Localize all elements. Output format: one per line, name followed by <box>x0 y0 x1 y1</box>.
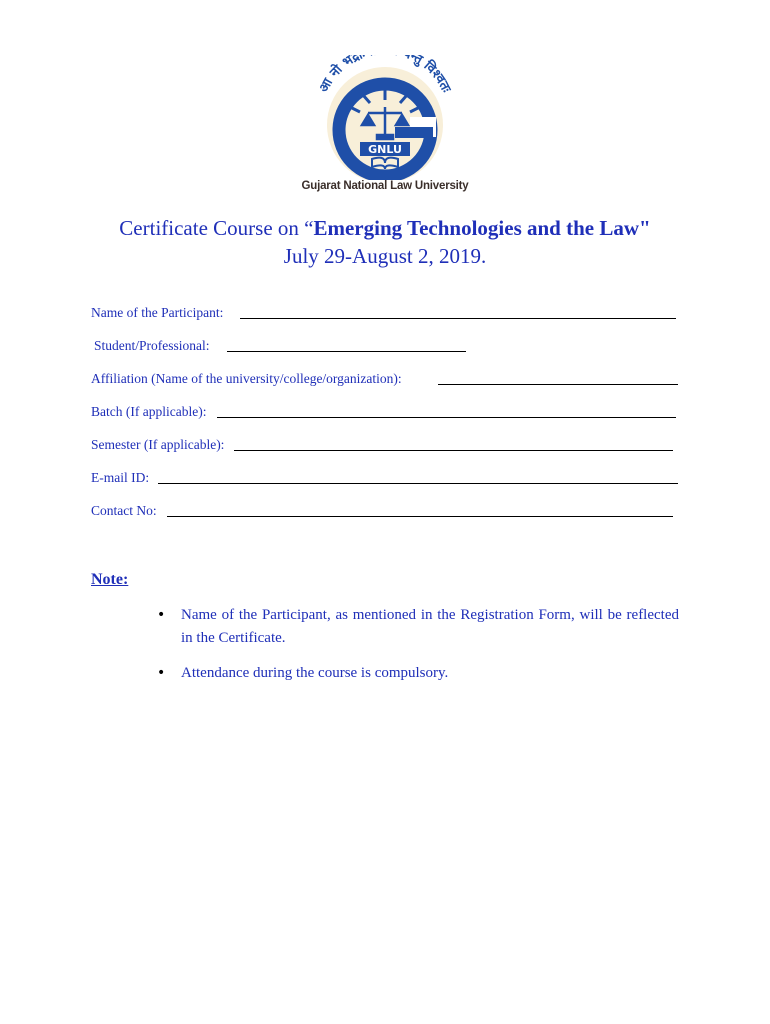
note-bullet-certificate: Name of the Participant, as mentioned in the Registration Form, will be reflected in the Certificate. <box>181 607 679 646</box>
batch-field[interactable] <box>91 404 206 420</box>
participant-name-line[interactable] <box>240 318 676 319</box>
contact-line[interactable] <box>167 516 673 517</box>
email-field[interactable] <box>91 470 149 486</box>
course-title-prefix: Certificate Course on “ <box>119 216 314 240</box>
note-bullet-attendance: Attendance during the course is compulsory. <box>181 665 449 681</box>
logo-motto: आ नो भद्राः न्तु विश्वतः <box>316 55 454 96</box>
course-title-name: Emerging Technologies and the Law" <box>313 216 651 240</box>
semester-line[interactable] <box>234 450 673 451</box>
student-professional-line[interactable] <box>227 351 466 352</box>
participant-name-label: Name of the Participant: <box>91 305 224 320</box>
email-label: E-mail ID: <box>91 470 150 485</box>
contact-label: Contact No: <box>91 503 157 518</box>
semester-field[interactable] <box>91 437 224 453</box>
course-dates: July 29-August 2, 2019. <box>283 244 487 268</box>
student-professional-label: Student/Professional: <box>94 338 210 353</box>
contact-field[interactable] <box>91 503 157 519</box>
semester-label: Semester (If applicable): <box>91 437 225 452</box>
gnlu-logo <box>300 55 470 200</box>
logo-emblem-text: GNLU <box>368 143 402 156</box>
student-professional-field[interactable] <box>94 338 210 354</box>
affiliation-label: Affiliation (Name of the university/college/organization): <box>91 371 402 386</box>
course-title <box>0 216 770 241</box>
logo-caption: Gujarat National Law University <box>301 180 469 192</box>
bullet-icon: • <box>157 665 166 681</box>
gnlu-emblem-icon <box>300 55 470 180</box>
batch-label: Batch (If applicable): <box>91 404 207 419</box>
affiliation-field[interactable] <box>91 371 402 387</box>
participant-name-field[interactable] <box>91 305 223 321</box>
note-heading: Note: <box>91 571 129 588</box>
batch-line[interactable] <box>217 417 676 418</box>
bullet-icon: • <box>157 607 166 623</box>
affiliation-line[interactable] <box>438 384 678 385</box>
email-line[interactable] <box>158 483 678 484</box>
